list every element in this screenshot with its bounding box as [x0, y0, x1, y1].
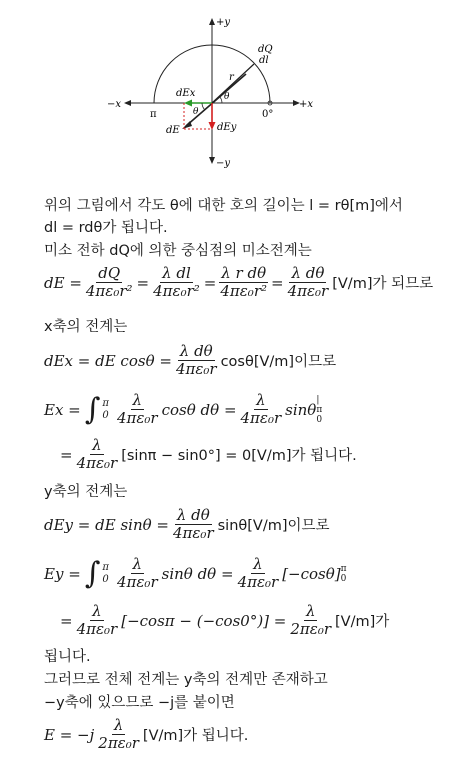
- eq3-post: sinθ: [285, 400, 317, 419]
- eq2-pre: dEx = dE cosθ =: [44, 351, 172, 370]
- eq7-post: [V/m]가: [335, 614, 390, 630]
- eq4-den: 4πε₀r: [76, 454, 118, 472]
- eq3-upper: π: [102, 397, 109, 409]
- eq1-f3-num: λ r dθ: [221, 264, 267, 282]
- eq6-upper: π: [102, 561, 109, 573]
- eq8-frac: [96, 717, 141, 752]
- eq6-num2: λ: [253, 555, 263, 573]
- eq8-num: λ: [113, 716, 124, 734]
- eq3-mid: cosθ dθ =: [161, 400, 237, 419]
- label-de: dE: [166, 125, 180, 136]
- y-axis-arrow-down: [209, 157, 215, 164]
- eq6-num1: λ: [132, 555, 143, 573]
- eq7-den1: 4πε₀r: [76, 620, 118, 638]
- eq1-f2-den: 4πε₀r²: [153, 282, 200, 300]
- dex-arrow-head: [184, 100, 192, 107]
- text-line-3: 미소 전하 dQ에 의한 중심점의 미소전계는: [44, 243, 312, 259]
- eq6-eval-up: π: [340, 563, 347, 574]
- label-dey: dEy: [217, 122, 237, 133]
- eq5-pre: dEy = dE sinθ =: [44, 515, 169, 534]
- theta2-arc: [202, 103, 205, 110]
- eq3-eval: | π 0: [316, 394, 323, 425]
- eq2-num: λ dθ: [179, 342, 213, 360]
- equation-7: = $\frac{\lambda}{\text{4πε₀r}}$ [−cosπ − (−cos0°)] = $\frac{\lambda}{\text{2πε₀r}}$ [V/m]가: [60, 602, 390, 638]
- eq8-den: 2πε₀r: [98, 734, 139, 752]
- eq7-den2: 2πε₀r: [290, 620, 332, 638]
- eq3-eval-lo: 0: [316, 414, 323, 425]
- x-axis-arrow-left: [124, 100, 131, 106]
- label-r: r: [229, 72, 234, 83]
- integral-sign-x: ∫: [84, 391, 101, 427]
- eq3-num1: λ: [132, 391, 143, 409]
- eq1-f4-num: λ dθ: [291, 264, 325, 282]
- eq6-limits: [102, 562, 109, 586]
- eq1-pre: dE =: [44, 273, 82, 292]
- eq1-f4-den: 4πε₀r: [287, 282, 329, 300]
- eq6-eval: [341, 564, 347, 584]
- eq1-post: [V/m]가 되므로: [332, 276, 434, 292]
- equation-1: dE = $\frac{dQ}{\text{4πε₀r²}}$ = $\frac{\text{λ dl}}{\text{4πε₀r²}}$ = $\frac{\text{λ r dθ}}{\text{4πε₀r²}}$ = $\frac{\text{λ dθ}}{\text{4πε₀r}}$ [V/m]가 되므로: [44, 264, 434, 300]
- equation-6: [44, 556, 347, 591]
- eq1-frac1: [84, 265, 135, 300]
- eq3-limits: [102, 398, 109, 422]
- eq5-den: 4πε₀r: [172, 524, 214, 542]
- equation-3: [44, 392, 322, 427]
- eq1-frac3: [218, 265, 269, 300]
- y-axis-arrow-up: [209, 18, 215, 25]
- equation-4: = $\frac{\lambda}{\text{4πε₀r}}$ [sinπ − sin0°] = 0[V/m]가 됩니다.: [60, 436, 357, 472]
- eq1-f1-den: 4πε₀r²: [85, 282, 133, 300]
- label-pi: π: [150, 109, 157, 120]
- eq6-den2: 4πε₀r: [237, 573, 279, 591]
- eq2-den: 4πε₀r: [175, 360, 217, 378]
- eq3-den2: 4πε₀r: [240, 409, 282, 427]
- eq4-num: λ: [92, 436, 102, 454]
- eq1-f1-num: dQ: [98, 264, 121, 282]
- eq6-pre: Ey =: [44, 564, 81, 583]
- eq5-frac: [171, 507, 216, 542]
- eq7-frac2: [288, 603, 333, 638]
- eq6-eval-lo: 0: [340, 573, 347, 584]
- label-theta2: θ: [193, 107, 199, 117]
- eq5-num: λ dθ: [176, 506, 210, 524]
- eq1-frac4: [286, 265, 331, 300]
- label-dex: dEx: [176, 88, 196, 99]
- eq3-num2: λ: [256, 391, 266, 409]
- de-vector: [186, 74, 246, 126]
- text-line-7: 그러므로 전체 전계는 y축의 전계만 존재하고: [44, 672, 328, 688]
- integral-sign-y: ∫: [84, 555, 101, 591]
- eq1-f3-den: 4πε₀r²: [220, 282, 268, 300]
- text-line-5: y축의 전계는: [44, 484, 128, 500]
- eq3-den1: 4πε₀r: [116, 409, 158, 427]
- label-zero: 0°: [262, 109, 274, 120]
- eq2-post: cosθ[V/m]이므로: [220, 354, 337, 370]
- eq6-post: [−cosθ]: [282, 564, 341, 583]
- text-line-4: x축의 전계는: [44, 319, 128, 335]
- eq6-mid: sinθ dθ =: [161, 564, 234, 583]
- label-dl: dl: [259, 55, 269, 66]
- eq5-post: sinθ[V/m]이므로: [217, 518, 330, 534]
- eq6-den1: 4πε₀r: [116, 573, 158, 591]
- eq6-frac1: [115, 556, 160, 591]
- eq7-frac1: [75, 603, 120, 638]
- text-line-2: dl = rdθ가 됩니다.: [44, 220, 168, 236]
- equation-2: [44, 343, 336, 378]
- eq3-pre: Ex =: [44, 400, 81, 419]
- eq3-frac2: [239, 392, 284, 427]
- label-plus-y: +y: [216, 17, 231, 28]
- semicircle-diagram: [0, 0, 456, 190]
- text-line-6: 됩니다.: [44, 649, 91, 665]
- eq7-mid: [−cosπ − (−cos0°)] =: [121, 611, 287, 630]
- eq4-post: [sinπ − sin0°] = 0[V/m]가 됩니다.: [121, 448, 357, 464]
- eq8-pre: E = −j: [44, 725, 95, 744]
- eq3-eval-up: π: [316, 404, 323, 415]
- equation-5: [44, 507, 330, 542]
- eq3-lower: 0: [102, 409, 109, 421]
- label-dq: dQ: [258, 44, 273, 55]
- eq3-frac1: [115, 392, 160, 427]
- eq1-f2-num: λ dl: [162, 264, 191, 282]
- eq7-num1: λ: [92, 602, 102, 620]
- label-theta: θ: [224, 92, 230, 102]
- eq8-post: [V/m]가 됩니다.: [142, 728, 249, 744]
- label-minus-y: −y: [216, 158, 231, 169]
- label-plus-x: +x: [299, 99, 314, 110]
- eq1-frac2: [151, 265, 202, 300]
- text-line-1: 위의 그림에서 각도 θ에 대한 호의 길이는 l = rθ[m]에서: [44, 198, 403, 214]
- text-line-8: −y축에 있으므로 −j를 붙이면: [44, 695, 235, 711]
- equation-8: [44, 717, 248, 752]
- eq7-num2: λ: [305, 602, 316, 620]
- eq6-lower: 0: [102, 573, 109, 585]
- eq6-frac2: [236, 556, 281, 591]
- label-minus-x: −x: [107, 99, 122, 110]
- eq2-frac: [174, 343, 219, 378]
- eq4-frac: [75, 437, 120, 472]
